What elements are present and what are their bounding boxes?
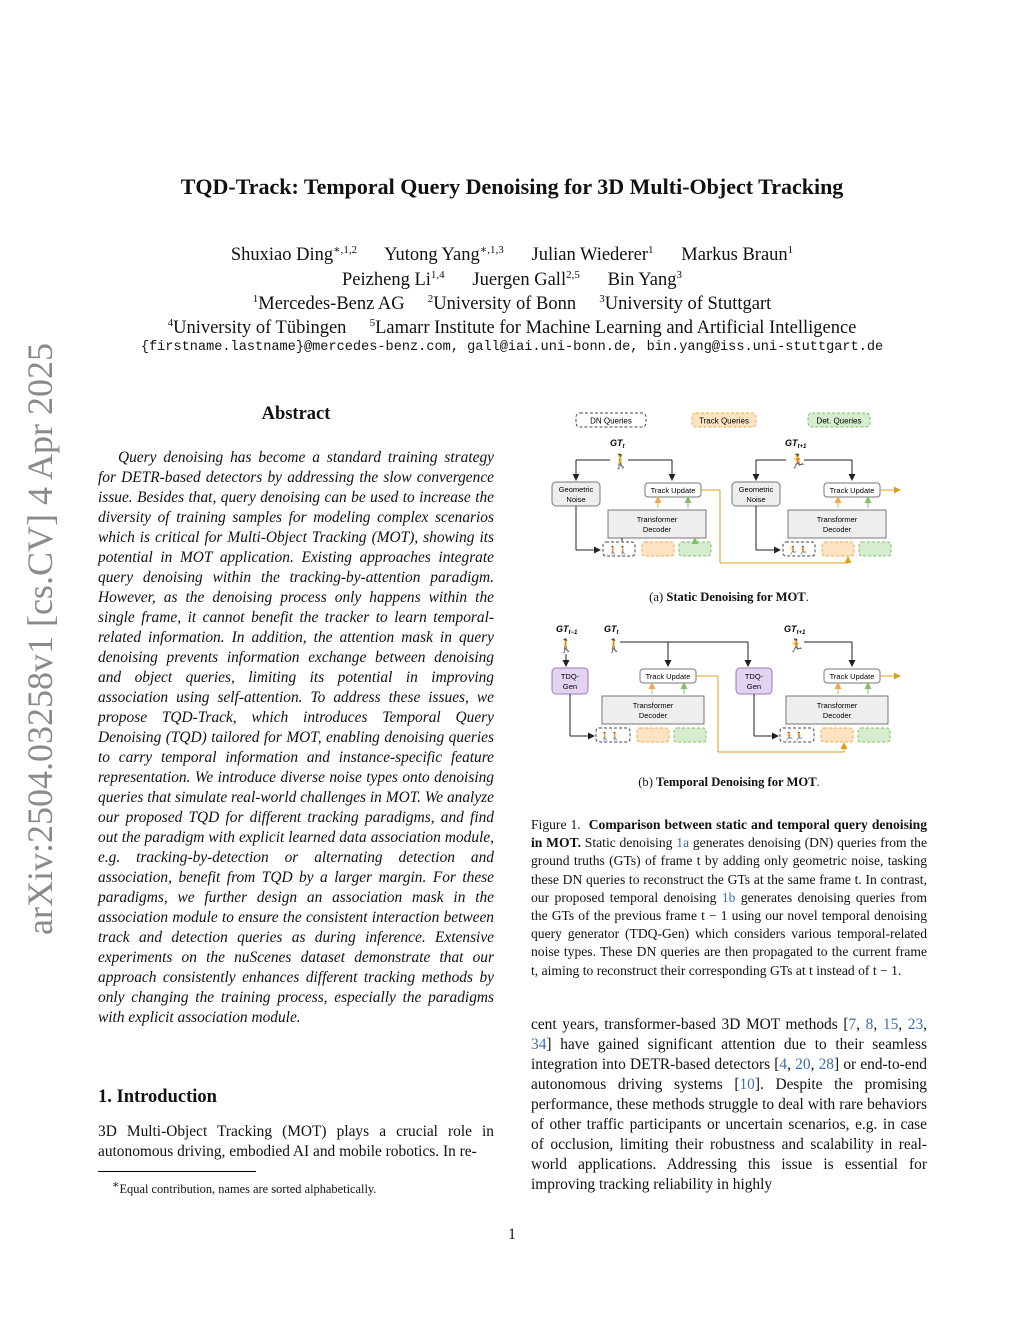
pedestrian-icon: 🏃 [788,638,805,653]
affiliation: $^3$University of Stuttgart [599,293,772,315]
arxiv-stamp: arXiv:2504.03258v1 [cs.CV] 4 Apr 2025 [20,343,60,935]
figure-panel-a [548,408,918,586]
track-query-slot [642,542,674,556]
citation-link[interactable]: 34 [531,1036,547,1053]
track-update-label: Track Update [645,672,691,681]
gt-tm1-label: $GT_{t-1}$ [556,624,578,636]
dn-query-icons: 🚶🚶 [600,732,620,741]
citation-link[interactable]: 28 [818,1056,834,1073]
pedestrian-icon: 🚶 [606,638,623,653]
citation-link[interactable]: 4 [779,1056,788,1073]
subcaption-b: (b) Temporal Denoising for MOT. [638,775,820,789]
decoder-label: Transformer [816,515,858,524]
paper-title: TQD-Track: Temporal Query Denoising for 3D Multi-Object Tracking [180,174,844,199]
gt-t1-label: $GT_{t+1}$ [785,438,807,450]
author: Yutong Yang$^{∗,1,3}$ [384,244,504,266]
det-query-slot [674,728,706,742]
affiliation: $^5$Lamarr Institute for Machine Learning and Artificial Intelligence [369,317,857,339]
decoder-label: Transformer [636,515,678,524]
dn-query-icons: 🚶🚶 [608,546,628,555]
citation-link[interactable]: 15 [882,1016,899,1033]
affiliation: $^1$Mercedes-Benz AG [252,293,405,315]
intro-right-text [531,1015,927,1195]
affiliation-line-2 [60,311,964,340]
footnote: ∗Equal contribution, names are sorted alphabetically. [112,1179,377,1197]
citation-link[interactable]: 10 [739,1076,755,1093]
section-heading-introduction: 1. Introduction [98,1087,217,1107]
gt-t1-label: $GT_{t+1}$ [784,624,806,636]
pedestrian-icon: 🚶 [612,453,630,469]
author-emails: {firstname.lastname}@mercedes-benz.com, gall@iai.uni-bonn.de, bin.yang@iss.uni-stuttgart.de [140,340,884,355]
footnote-rule [98,1171,256,1172]
citation-link[interactable]: 23 [907,1016,924,1033]
author: Markus Braun$^1$ [681,244,794,266]
noise-label: Geometric [738,485,774,494]
decoder-label: Decoder [638,711,668,720]
abstract-text: Query denoising has become a standard training strategy for DETR-based detectors by addressing the slow convergence issue. Besides that, query denoising can be used to increase the diversity of training samples for modeling complex scenarios which is critical for Multi-Object Tracking (MOT), showing its potential in MOT application. Existing approaches integrate query denoising within the tracking-by-attention paradigm. However, as the denoising process only happens within the single frame, it cannot benefit the tracker to learn temporal-related information. In addition, the attention mask in query denoising prevents information exchange between denoising and object queries, limiting its potential in improving association using self-attention. To address these issues, we propose TQD-Track, which introduces Temporal Query Denoising (TQD) tailored for MOT, enabling denoising queries to carry temporal information and instance-specific feature representation. We introduce diverse noise types onto denoising queries that simulate real-world challenges in MOT. We analyze our proposed TQD for different tracking paradigms, and find out the paradigm with explicit learned data association module, e.g. tracking-by-detection or alternating detection and association, benefit from TQD by a larger margin. For these paradigms, we further design an association mask in the association module to ensure the consistent interaction between track and detection queries as during inference. Extensive experiments on the nuScenes dataset demonstrate that our approach consistently enhances different tracking methods by only changing the training process, especially the paradigms with explicit association module. [98,449,494,1026]
track-query-slot [822,542,854,556]
track-update-label: Track Update [829,672,875,681]
tdq-gen-label: TDQ- [744,672,764,681]
figure-panel-b [548,618,918,768]
pedestrian-icon: 🚶 [558,638,575,653]
author: Julian Wiederer$^1$ [531,244,654,266]
author: Bin Yang$^3$ [607,269,682,291]
legend-dn-label: DN Queries [590,416,632,426]
author: Peizheng Li$^{1,4}$ [342,269,445,291]
figure-caption: Figure 1. Comparison between static and temporal query denoising in MOT. Static denoising 1a generates denoising (DN) queries from the ground truths (GTs) of frame t by adding only geometric noise, tasking these DN queries to reconstruct the GTs at the same frame t. In contrast, our proposed temporal denoising 1b generates denoising queries from the GTs of the previous frame t − 1 using our novel temporal denoising query generator (TDQ-Gen) which considers various temporal-related noise types. These DN queries are then propagated to the current frame t, aiming to reconstruct their corresponding GTs at t instead of t − 1. [531,817,927,978]
figure-ref-link[interactable]: 1a [676,835,690,851]
dn-query-icons: 🏃🏃 [784,732,804,741]
det-query-slot [858,728,890,742]
track-query-slot [821,728,853,742]
decoder-label: Decoder [822,525,852,534]
page-number: 1 [508,1226,516,1243]
track-update-label: Track Update [829,486,875,495]
abstract-heading: Abstract [261,404,331,424]
legend-track-label: Track Queries [699,416,749,426]
det-query-slot [679,542,711,556]
author: Shuxiao Ding$^{∗,1,2}$ [230,244,358,266]
figure-label: Figure 1. [531,817,581,832]
affiliation: $^4$University of Tübingen [167,317,347,339]
track-update-label: Track Update [650,486,696,495]
decoder-label: Transformer [816,701,858,710]
citation-link[interactable]: 20 [795,1056,811,1073]
figure-ref-link[interactable]: 1b [721,889,736,905]
decoder-label: Decoder [822,711,852,720]
affiliation: $^2$University of Bonn [427,293,577,315]
det-query-slot [859,542,891,556]
gt-t-label: $GT_t$ [610,438,625,450]
gt-t-label: $GT_t$ [604,624,619,636]
abstract-body [98,448,494,1028]
pedestrian-icon: 🏃 [789,453,807,469]
noise-label: Noise [746,495,766,504]
tdq-gen-label: Gen [562,682,578,691]
tdq-gen-label: Gen [746,682,762,691]
intro-left-text [98,1122,494,1162]
figure-caption-title: Comparison between static and temporal query denoising in MOT. [531,817,927,851]
citation-link[interactable]: 7 [848,1016,857,1033]
intro-paragraph: cent years, transformer-based 3D MOT methods [7, 8, 15, 23, 34] have gained significant attention due to their seamless integration into DETR-based detectors [4, 20, 28] or end-to-end autonomous driving systems [10]. Despite the promising performance, these methods struggle to deal with rare behaviors of other traffic participants or uncertain scenarios, e.g. in case of occlusion, limiting their robustness and scalability in real-world applications. Addressing this issue is essential for improving tracking reliability in highly [531,1016,928,1193]
decoder-label: Decoder [642,525,672,534]
decoder-label: Transformer [632,701,674,710]
noise-label: Noise [566,495,586,504]
track-query-slot [637,728,669,742]
dn-query-icons: 🏃🏃 [788,546,808,555]
noise-label: Geometric [558,485,594,494]
author: Juergen Gall$^{2,5}$ [472,269,580,291]
intro-paragraph: 3D Multi-Object Tracking (MOT) plays a crucial role in autonomous driving, embodied AI and mobile robotics. In re- [98,1123,494,1160]
tdq-gen-label: TDQ- [560,672,580,681]
subcaption-a: (a) Static Denoising for MOT. [649,590,809,604]
citation-link[interactable]: 8 [865,1016,874,1033]
legend-det-label: Det. Queries [816,416,862,426]
